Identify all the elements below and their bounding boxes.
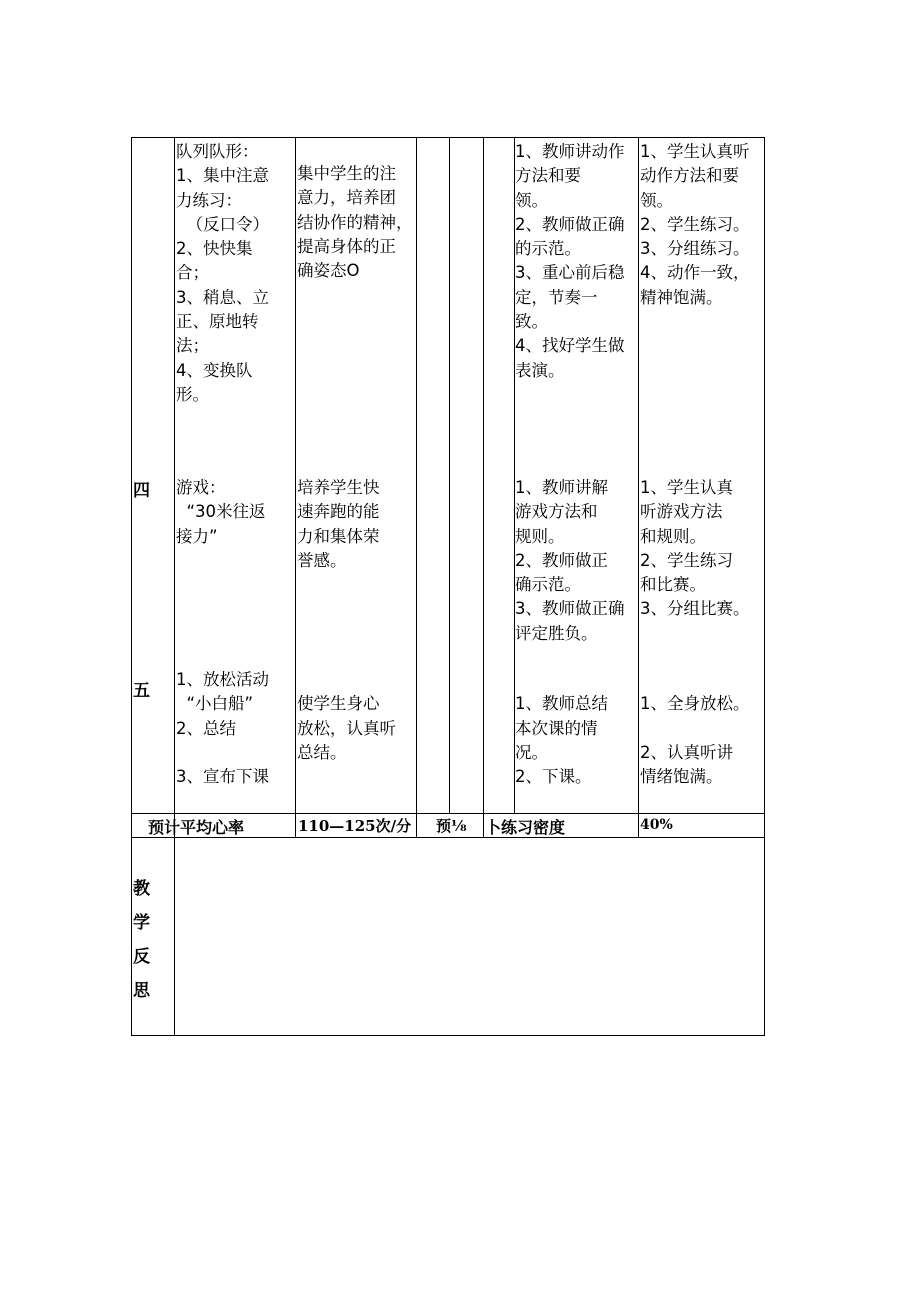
row3-student-line xyxy=(640,717,750,741)
row3-objective xyxy=(297,668,396,765)
row3-student-line: 2、认真听讲 xyxy=(640,742,733,762)
table-right-border xyxy=(764,137,765,1036)
row2-teacher-line: 游戏方法和 xyxy=(515,502,598,522)
row1-content-line: 1、集中注意 xyxy=(176,166,269,186)
row2-teacher-line: 规则。 xyxy=(515,526,565,546)
reflection-label-char: 教 xyxy=(133,879,150,899)
row1-objective-line: 确姿态O xyxy=(297,261,360,281)
density-label-b: 卜练习密度 xyxy=(485,818,566,837)
row2-teacher-line: 评定胜负。 xyxy=(515,623,598,643)
row2-student-line: 3、分组比赛。 xyxy=(640,599,750,619)
row3-teacher-line xyxy=(515,668,608,692)
row3-content-line xyxy=(176,741,269,765)
row1-content-line: 队列队形： xyxy=(176,142,259,161)
row1-student-line: 领。 xyxy=(640,190,673,210)
row1-objective-line: 结协作的精神， xyxy=(297,212,413,232)
row2-teacher-line: 1、教师讲解 xyxy=(515,478,608,497)
row1-content-line: （反口令） xyxy=(176,214,269,234)
reflection-content-area xyxy=(176,840,762,1032)
row2-teacher xyxy=(515,476,625,646)
row3-objective-line: 总结。 xyxy=(297,742,347,762)
row2-objective-line: 培养学生快 xyxy=(297,478,380,497)
row3-student-line: 1、全身放松。 xyxy=(640,694,750,714)
row1-content-line: 4、变换队 xyxy=(176,360,253,380)
row1-teacher-line: 方法和要 xyxy=(515,166,581,186)
row2-student-line: 和比赛。 xyxy=(640,575,706,595)
row1-content-line: 合； xyxy=(176,263,209,283)
row2-objective-line: 誉感。 xyxy=(297,550,347,570)
row1-content-line: 形。 xyxy=(176,384,209,404)
column-divider-content xyxy=(295,137,296,837)
row2-content-line: “30米往返 xyxy=(176,502,266,522)
row1-teacher-line: 4、找好学生做 xyxy=(515,336,625,356)
reflection-label-char: 学 xyxy=(133,913,150,933)
row2-student xyxy=(640,476,750,622)
row1-teacher-line: 致。 xyxy=(515,312,548,332)
row1-content-line: 法； xyxy=(176,336,209,356)
row3-objective-line xyxy=(297,668,396,692)
row1-student xyxy=(640,140,750,310)
row2-student-line: 听游戏方法 xyxy=(640,502,723,522)
heart-rate-label: 预计平均心率 xyxy=(148,818,245,837)
row1-teacher-line: 表演。 xyxy=(515,360,565,380)
row1-student-line: 4、动作一致， xyxy=(640,263,750,283)
table-top-border xyxy=(131,137,764,138)
row1-teacher-line: 的示范。 xyxy=(515,239,581,259)
row1-student-line: 3、分组练习。 xyxy=(640,239,750,259)
row1-teacher-line: 2、教师做正确 xyxy=(515,214,625,234)
summary-row-top-border xyxy=(131,813,764,814)
row1-student-line: 2、学生练习。 xyxy=(640,214,750,234)
row3-student-line: 情绪饱满。 xyxy=(640,767,723,787)
row1-student-line: 动作方法和要 xyxy=(640,166,739,186)
reflection-label-char: 思 xyxy=(133,981,150,1001)
row3-teacher xyxy=(515,668,608,789)
row1-content-line: 力练习： xyxy=(176,190,242,210)
row2-objective xyxy=(297,476,380,573)
reflection-label-char: 反 xyxy=(133,947,150,967)
row1-content-line: 3、稍息、立 xyxy=(176,287,269,307)
row1-student-line: 精神饱满。 xyxy=(640,287,723,307)
density-label-a: 预⅛ xyxy=(436,817,467,835)
section-label-five: 五 xyxy=(133,681,150,701)
column-divider-objective xyxy=(416,137,417,837)
row2-content-line: 游戏： xyxy=(176,478,226,497)
row3-content-line: 1、放松活动 xyxy=(176,670,269,689)
density-value: 40% xyxy=(640,817,673,833)
column-divider-a xyxy=(449,137,450,813)
row3-content-line: “小白船” xyxy=(176,694,254,714)
row1-teacher-line: 领。 xyxy=(515,190,548,210)
column-divider-b xyxy=(483,137,484,837)
row1-teacher-line: 3、重心前后稳 xyxy=(515,263,625,283)
row3-content-line: 2、总结 xyxy=(176,718,236,738)
row3-student xyxy=(640,668,750,789)
row2-teacher-line: 确示范。 xyxy=(515,575,581,595)
row3-content xyxy=(176,668,269,789)
row1-teacher xyxy=(515,140,625,383)
row2-student-line: 2、学生练习 xyxy=(640,550,733,570)
column-divider-section xyxy=(174,137,175,1036)
row3-teacher-line: 况。 xyxy=(515,742,548,762)
row2-objective-line: 力和集体荣 xyxy=(297,526,380,546)
reflection-label xyxy=(133,872,157,1008)
row1-content-line: 2、快快集 xyxy=(176,239,253,259)
section-label-four: 四 xyxy=(133,481,150,501)
row3-objective-line: 使学生身心 xyxy=(297,694,380,714)
row1-content-line: 正、原地转 xyxy=(176,312,259,332)
heart-rate-value: 110—125次/分 xyxy=(298,817,412,835)
row2-teacher-line: 2、教师做正 xyxy=(515,550,608,570)
row1-objective-line: 意力，培养团 xyxy=(297,188,396,208)
row2-student-line: 1、学生认真 xyxy=(640,478,733,497)
row1-teacher-line: 定，节奏一 xyxy=(515,287,598,307)
row2-content xyxy=(176,476,266,549)
row1-objective-line: 提高身体的正 xyxy=(297,236,396,256)
row1-student-line: 1、学生认真听 xyxy=(640,142,750,161)
row2-teacher-line: 3、教师做正确 xyxy=(515,599,625,619)
row3-student-line xyxy=(640,668,750,692)
row2-content-line: 接力” xyxy=(176,526,218,546)
row1-objective-line: 集中学生的注 xyxy=(297,164,396,183)
row1-content xyxy=(176,140,269,407)
row1-objective xyxy=(297,162,413,283)
row2-objective-line: 速奔跑的能 xyxy=(297,502,380,522)
row3-teacher-line: 本次课的情 xyxy=(515,718,598,738)
row1-teacher-line: 1、教师讲动作 xyxy=(515,142,625,161)
table-bottom-border xyxy=(131,1035,764,1036)
row3-teacher-line: 1、教师总结 xyxy=(515,694,608,714)
column-divider-student xyxy=(638,137,639,837)
table-left-border xyxy=(131,137,132,1036)
row2-student-line: 和规则。 xyxy=(640,526,706,546)
row3-teacher-line: 2、下课。 xyxy=(515,767,592,787)
row3-objective-line: 放松，认真听 xyxy=(297,718,396,738)
row3-content-line: 3、宣布下课 xyxy=(176,767,269,787)
